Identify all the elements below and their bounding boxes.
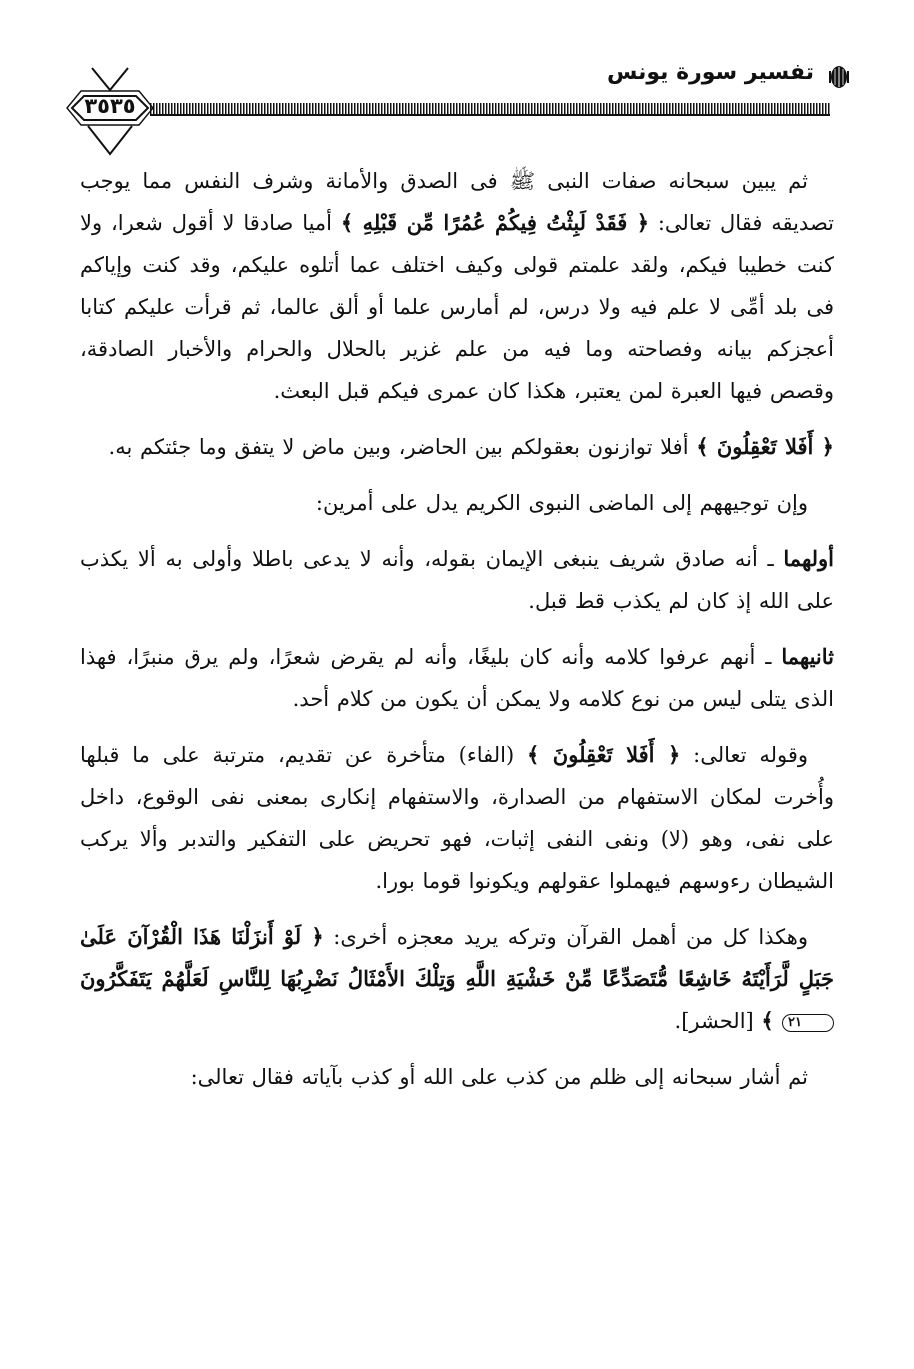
quran-verse: ﴿ أَفَلا تَعْقِلُونَ ﴾ xyxy=(696,434,834,459)
header-rule xyxy=(150,103,830,114)
quran-verse: ﴿ أَفَلا تَعْقِلُونَ ﴾ xyxy=(527,742,681,767)
running-title: تفسير سورة يونس xyxy=(607,60,814,85)
quran-verse-close: ﴾ xyxy=(761,1008,783,1033)
page-number: ٣٥٣٥ xyxy=(84,94,136,118)
point-heading: ثانيهما xyxy=(781,644,834,669)
paragraph-3 xyxy=(80,482,834,524)
verse-number-badge: ٢١ xyxy=(782,1014,834,1032)
paragraph-text: (الفاء) متأخرة عن تقديم، مترتبة على ما قبلها وأُخرت لمكان الاستفهام من الصدارة، والاستفهام إنكارى بمعنى نفى الوقوع، داخل على نفى، وهو (لا) ونفى النفى إثبات، فهو تحريض على التفكير والتدبر وألا يركب الشيطان رءوسهم فيهملوا عقولهم ويكونوا قوما بورا. xyxy=(80,743,834,893)
paragraph-2 xyxy=(80,426,834,468)
header-rule-line xyxy=(150,114,830,116)
paragraph-1 xyxy=(80,160,834,412)
quran-verse: ﴿ لَوْ أَنزَلْنَا هَذَا الْقُرْآنَ عَلَىٰ جَبَلٍ لَّرَأَيْتَهُ خَاشِعًا مُّتَصَدِّعًا مِّنْ خَشْيَةِ اللَّهِ وَتِلْكَ الأَمْثَالُ نَضْرِبُهَا لِلنَّاسِ لَعَلَّهُمْ يَتَفَكَّرُونَ xyxy=(80,924,834,991)
surah-citation: [الحشر]. xyxy=(674,1009,762,1033)
paragraph-text: أفلا توازنون بعقولكم بين الحاضر، وبين ماض لا يتفق وما جئتكم به. xyxy=(108,435,697,459)
paragraph-8 xyxy=(80,1056,834,1098)
paragraph-text: وقوله تعالى: xyxy=(680,743,809,767)
paragraph-text: ـ أنه صادق شريف ينبغى الإيمان بقوله، وأنه لا يدعى باطلا وأولى به ألا يكذب على الله إذ كان لم يكذب قط قبل. xyxy=(80,547,834,613)
point-heading: أولهما xyxy=(783,546,834,571)
paragraph-text: أميا صادقا لا أقول شعرا، ولا كنت خطيبا فيكم، ولقد علمتم قولى وكيف اختلف عما أتلوه عليكم، وقد كنت وإياكم فى بلد أمِّى لا علم فيه ولا درس، لم أمارس علما أو ألق عالما، ثم قرأت عليكم كتابا أعجزكم بيانه وفصاحته وما فيه من علم غزير بالحلال والحرام والأخبار الصادقة، وقصص فيها العبرة لمن يعتبر، هكذا كان عمرى فيكم قبل البعث. xyxy=(80,211,834,403)
quran-verse: ﴿ فَقَدْ لَبِثْتُ فِيكُمْ عُمُرًا مِّن قَبْلِهِ ﴾ xyxy=(340,210,650,235)
paragraph-text: ثم أشار سبحانه إلى ظلم من كذب على الله أو كذب بآياته فقال تعالى: xyxy=(190,1065,808,1089)
paragraph-7 xyxy=(80,916,834,1042)
paragraph-text: وهكذا كل من أهمل القرآن وتركه يريد معجزه أخرى: xyxy=(323,925,808,949)
paragraph-text: وإن توجيههم إلى الماضى النبوى الكريم يدل على أمرين: xyxy=(315,491,808,515)
body-text xyxy=(80,160,834,1112)
paragraph-text: ثم يبين سبحانه صفات النبى ﷺ فى الصدق والأمانة وشرف النفس مما يوجب تصديقه فقال تعالى: xyxy=(80,169,834,235)
paragraph-6 xyxy=(80,734,834,902)
paragraph-text: ـ أنهم عرفوا كلامه وأنه كان بليغًا، وأنه لم يقرض شعرًا، ولم يرق منبرًا، فهذا الذى يتلى ليس من نوع كلامه ولا يمكن أن يكون من كلام أحد. xyxy=(80,645,834,711)
paragraph-4 xyxy=(80,538,834,622)
paragraph-5 xyxy=(80,636,834,720)
floral-ornament-icon xyxy=(826,64,852,90)
